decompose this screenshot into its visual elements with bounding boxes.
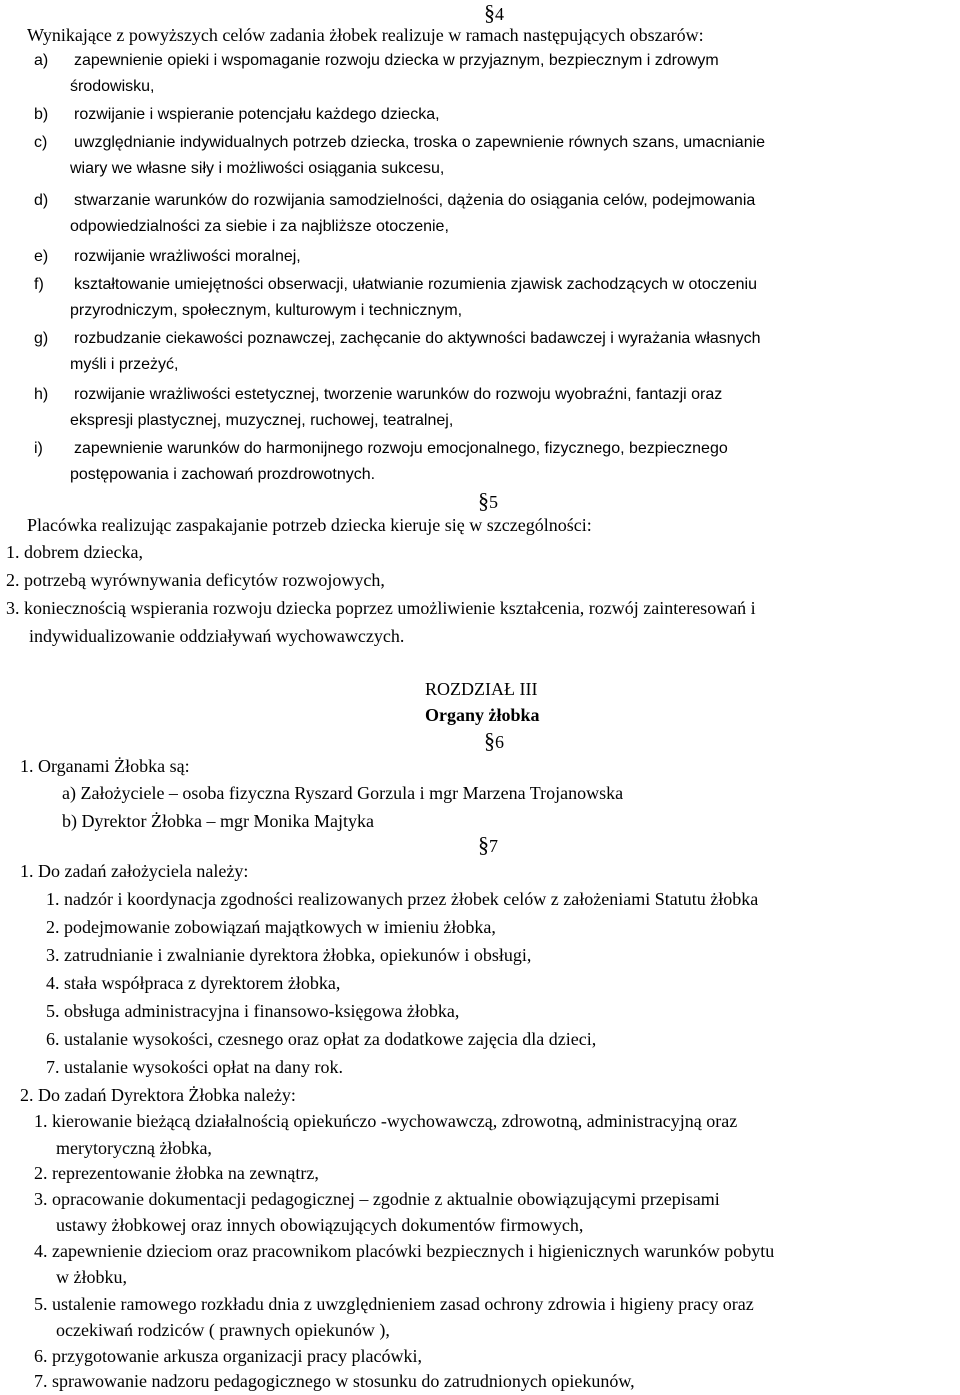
list-item: a) zapewnienie opieki i wspomaganie rozwoju dziecka w przyjaznym, bezpiecznym i zdrowym (34, 52, 719, 69)
list-item: 5. ustalenie ramowego rozkładu dnia z uwzględnieniem zasad ochrony zdrowia i higieny pracy oraz (34, 1294, 754, 1314)
list-item-continuation: wiary we własne siły i możliwości osiągania sukcesu, (70, 160, 445, 177)
section-7-intro-1: 1. Do zadań założyciela należy: (20, 861, 249, 881)
chapter-title: Organy żłobka (425, 705, 540, 725)
list-item: 1. kierowanie bieżącą działalnością opiekuńczo -wychowawczą, zdrowotną, administracyjną oraz (34, 1111, 738, 1131)
list-item: 6. przygotowanie arkusza organizacji pracy placówki, (34, 1346, 423, 1366)
list-item: 2. reprezentowanie żłobka na zewnątrz, (34, 1163, 319, 1183)
list-item: i) zapewnienie warunków do harmonijnego rozwoju emocjonalnego, fizycznego, bezpiecznego (34, 440, 728, 457)
list-item: 1. dobrem dziecka, (6, 542, 143, 562)
list-item-continuation: oczekiwań rodziców ( prawnych opiekunów ), (56, 1320, 390, 1340)
list-item-continuation: ustawy żłobkowej oraz innych obowiązujących dokumentów firmowych, (56, 1215, 584, 1235)
list-item-continuation: ekspresji plastycznej, muzycznej, ruchowej, teatralnej, (70, 412, 454, 429)
section-number-7: §7 (478, 832, 498, 857)
list-item: 3. zatrudnianie i zwalnianie dyrektora żłobka, opiekunów i obsługi, (46, 945, 532, 965)
list-item-continuation: merytoryczną żłobka, (56, 1138, 212, 1158)
list-item: 7. sprawowanie nadzoru pedagogicznego w stosunku do zatrudnionych opiekunów, (34, 1371, 635, 1391)
list-item: 2. podejmowanie zobowiązań majątkowych w imieniu żłobka, (46, 917, 496, 937)
list-item: 6. ustalanie wysokości, czesnego oraz opłat za dodatkowe zajęcia dla dzieci, (46, 1029, 597, 1049)
chapter-heading: ROZDZIAŁ III (425, 679, 538, 699)
list-item: h) rozwijanie wrażliwości estetycznej, tworzenie warunków do rozwoju wyobraźni, fantazji oraz (34, 386, 723, 403)
list-item-continuation: odpowiedzialności za siebie i za najbliższe otoczenie, (70, 218, 449, 235)
list-item-continuation: przyrodniczym, społecznym, kulturowym i technicznym, (70, 302, 463, 319)
section-6-intro: 1. Organami Żłobka są: (20, 756, 190, 776)
list-item-continuation: środowisku, (70, 78, 155, 95)
section-number-4: §4 (484, 0, 504, 25)
list-item: 2. potrzebą wyrównywania deficytów rozwojowych, (6, 570, 385, 590)
list-item: 3. opracowanie dokumentacji pedagogicznej – zgodnie z aktualnie obowiązującymi przepisami (34, 1189, 720, 1209)
list-item: d) stwarzanie warunków do rozwijania samodzielności, dążenia do osiągania celów, podejmowania (34, 192, 756, 209)
section-7-intro-2: 2. Do zadań Dyrektora Żłobka należy: (20, 1085, 296, 1105)
list-item: b) Dyrektor Żłobka – mgr Monika Majtyka (62, 811, 374, 831)
list-item: g) rozbudzanie ciekawości poznawczej, zachęcanie do aktywności badawczej i wyrażania własnych (34, 330, 761, 347)
list-item: e) rozwijanie wrażliwości moralnej, (34, 248, 301, 265)
list-item: 1. nadzór i koordynacja zgodności realizowanych przez żłobek celów z założeniami Statutu żłobka (46, 889, 759, 909)
list-item-continuation: myśli i przeżyć, (70, 356, 179, 373)
list-item: c) uwzględnianie indywidualnych potrzeb dziecka, troska o zapewnienie równych szans, umacnianie (34, 134, 766, 151)
list-item-continuation: indywidualizowanie oddziaływań wychowawczych. (29, 626, 405, 646)
section-5-intro: Placówka realizując zaspakajanie potrzeb dziecka kieruje się w szczególności: (27, 515, 592, 535)
section-number-5: §5 (478, 488, 498, 513)
list-item-continuation: postępowania i zachowań prozdrowotnych. (70, 466, 376, 483)
list-item: a) Założyciele – osoba fizyczna Ryszard Gorzula i mgr Marzena Trojanowska (62, 783, 624, 803)
section-4-intro: Wynikające z powyższych celów zadania żłobek realizuje w ramach następujących obszarów: (27, 25, 704, 45)
list-item: 4. stała współpraca z dyrektorem żłobka, (46, 973, 341, 993)
list-item: f) kształtowanie umiejętności obserwacji, ułatwianie rozumienia zjawisk zachodzących w otoczeniu (34, 276, 757, 293)
section-number-6: §6 (484, 728, 504, 753)
list-item: 5. obsługa administracyjna i finansowo-księgowa żłobka, (46, 1001, 460, 1021)
list-item: 4. zapewnienie dzieciom oraz pracownikom placówki bezpiecznych i higienicznych warunków pobytu (34, 1241, 775, 1261)
list-item-continuation: w żłobku, (56, 1267, 127, 1287)
list-item: 7. ustalanie wysokości opłat na dany rok. (46, 1057, 343, 1077)
list-item: 3. koniecznością wspierania rozwoju dziecka poprzez umożliwienie kształcenia, rozwój zainteresowań i (6, 598, 756, 618)
list-item: b) rozwijanie i wspieranie potencjału każdego dziecka, (34, 106, 440, 123)
